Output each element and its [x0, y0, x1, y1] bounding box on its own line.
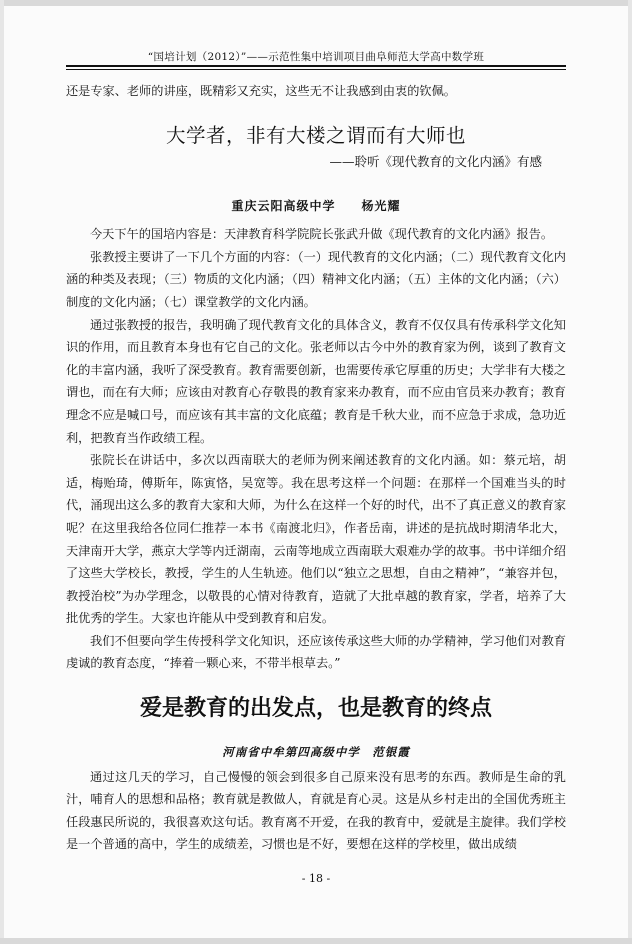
- running-header: “国培计划（2012）”——示范性集中培训项目曲阜师范大学高中数学班: [147, 51, 485, 63]
- header-rule: [66, 65, 566, 67]
- article-title: 爱是教育的出发点，也是教育的终点: [139, 696, 492, 722]
- article-author: 河南省中牟第四高级中学 范银霞: [222, 745, 410, 760]
- continued-paragraph: 还是专家、老师的讲座，既精彩又充实，这些无不让我感到由衷的钦佩。: [66, 84, 456, 98]
- body-paragraph: 通过张教授的报告，我明确了现代教育文化的具体含义，教育不仅仅具有传承科学文化知识的作用，而且教育本身也有它自己的文化。张老师以古今中外的教育家为例，谈到了教育文化的丰富内涵，我听了深受教育。教育需要创新，也需要传承它厚重的历史；大学非有大楼之谓也，而在有大师；应该由对教育心存敬畏的教育家来办教育，而不应由官员来办教育；教育理念不应是喊口号，而应该有其丰富的文化底蕴；教育是千秋大业，而不应急于求成，急功近利，把教育当作政绩工程。: [66, 317, 566, 445]
- page-border-top: [0, 0, 632, 6]
- page-border-right: [628, 0, 632, 944]
- page-border-bottom: [0, 938, 632, 944]
- page-border-left: [0, 0, 4, 944]
- article-subtitle: ——聆听《现代教育的文化内涵》有感: [329, 153, 542, 169]
- page-number: - 18 -: [301, 872, 331, 885]
- header-rule-thin: [66, 69, 566, 70]
- body-paragraph: 我们不但要向学生传授科学文化知识，还应该传承这些大师的办学精神，学习他们对教育虔诚的教育态度，“捧着一颗心来，不带半根草去。”: [66, 633, 566, 671]
- body-paragraph: 今天下午的国培内容是：天津教育科学院院长张武升做《现代教育的文化内涵》报告。: [90, 227, 554, 242]
- body-paragraph: 张教授主要讲了一下几个方面的内容：（一）现代教育的文化内涵；（二）现代教育文化内涵的种类及表现；（三）物质的文化内涵；（四）精神文化内涵；（五）主体的文化内涵；（六）制度的文化内涵；（七）课堂教学的文化内涵。: [66, 249, 566, 309]
- article-author: 重庆云阳高级中学 杨光耀: [231, 198, 401, 213]
- body-paragraph: 张院长在讲话中，多次以西南联大的老师为例来阐述教育的文化内涵。如：蔡元培，胡适，梅贻琦，傅斯年，陈寅恪，吴宽等。我在思考这样一个问题：在那样一个国难当头的时代，涌现出这么多的教育大家和大师，为什么在这样一个好的时代，出不了真正意义的教育家呢？在这里我给各位同仁推荐一本书《南渡北归》，作者岳南，讲述的是抗战时期清华北大，天津南开大学，燕京大学等内迁湖南，云南等地成立西南联大艰难办学的故事。书中详细介绍了这些大学校长，教授，学生的人生轨迹。他们以“独立之思想，自由之精神”，“兼容并包，教授治校”为办学理念，以敬畏的心情对待教育，造就了大批卓越的教育家，学者，培养了大批优秀的学生。大家也许能从中受到教育和启发。: [66, 453, 566, 626]
- page-content: [66, 80, 566, 856]
- article-title: 大学者，非有大楼之谓而有大师也: [165, 123, 466, 147]
- body-paragraph: 通过这几天的学习，自己慢慢的领会到很多自己原来没有思考的东西。教师是生命的乳汁，哺育人的思想和品格；教育就是教做人，育就是育心灵。这是从乡村走出的全国优秀班主任段惠民所说的，我很喜欢这句话。教育离不开爱，在我的教育中，爱就是主旋律。我们学校是一个普通的高中，学生的成绩差，习惯也是不好，要想在这样的学校里，做出成绩: [66, 769, 566, 852]
